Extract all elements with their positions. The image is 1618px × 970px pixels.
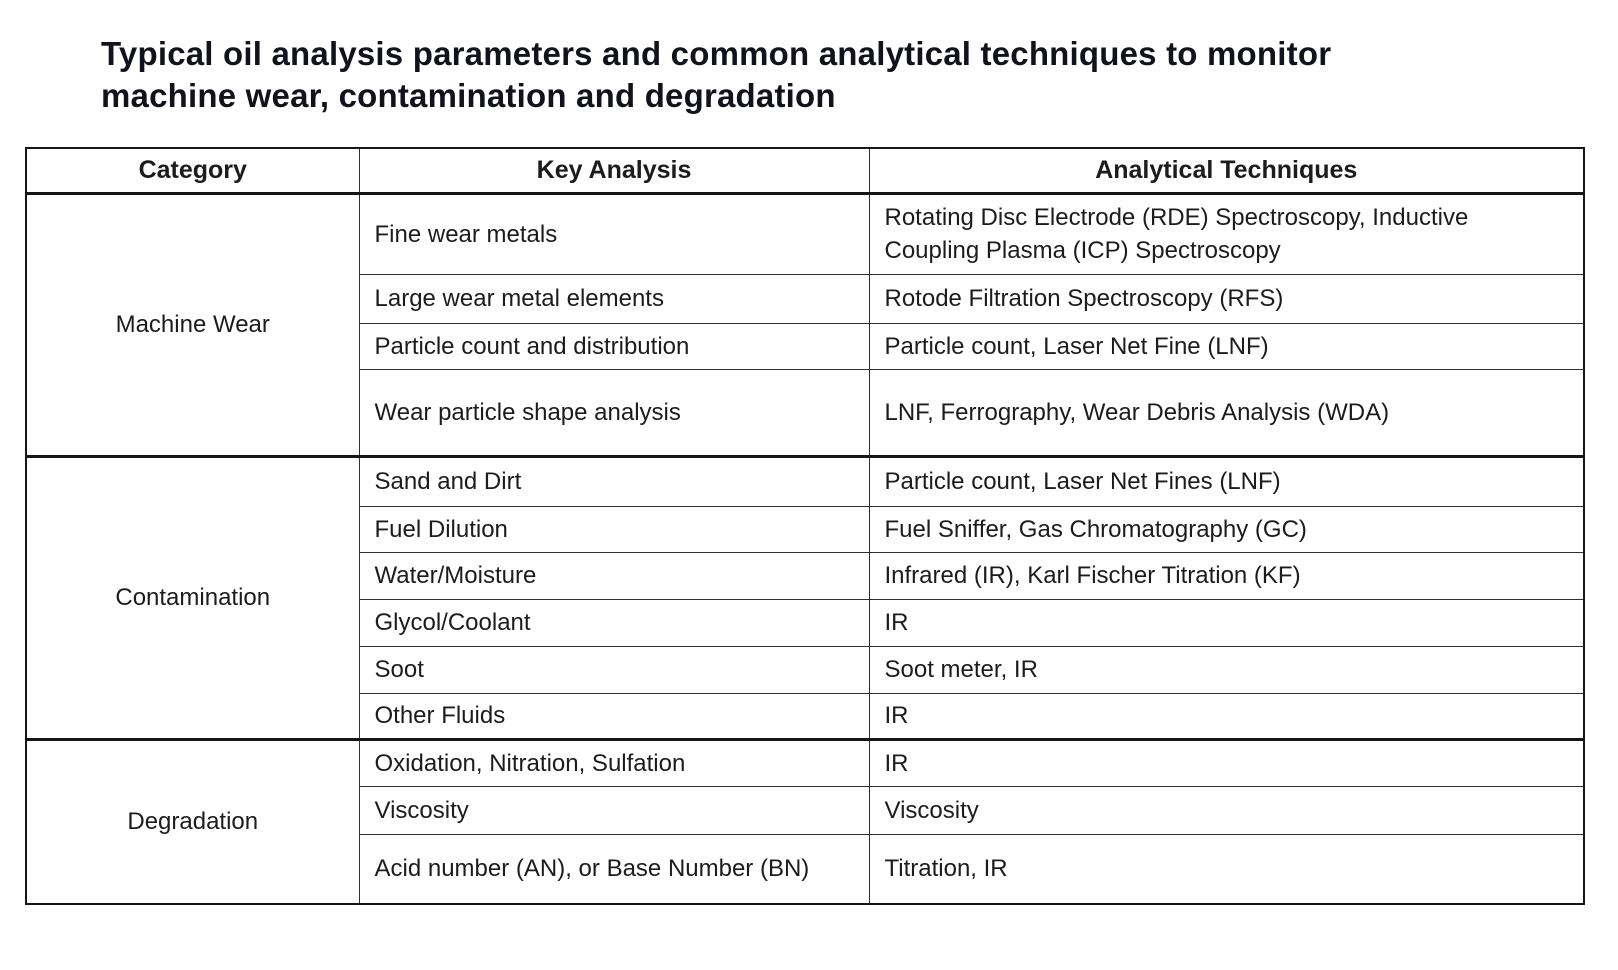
key-analysis-cell: Fuel Dilution [359, 506, 869, 552]
techniques-cell: Rotode Filtration Spectroscopy (RFS) [869, 274, 1584, 323]
page-title [101, 33, 1618, 117]
techniques-cell: Rotating Disc Electrode (RDE) Spectroscopy, Inductive Coupling Plasma (ICP) Spectroscopy [869, 193, 1584, 274]
techniques-cell: Soot meter, IR [869, 646, 1584, 693]
techniques-cell: Titration, IR [869, 834, 1584, 904]
key-analysis-cell: Other Fluids [359, 693, 869, 739]
techniques-cell: Particle count, Laser Net Fines (LNF) [869, 456, 1584, 506]
key-analysis-cell: Oxidation, Nitration, Sulfation [359, 739, 869, 786]
category-cell-contamination: Contamination [26, 456, 359, 739]
key-analysis-cell: Sand and Dirt [359, 456, 869, 506]
key-analysis-cell: Wear particle shape analysis [359, 369, 869, 456]
key-analysis-cell: Acid number (AN), or Base Number (BN) [359, 834, 869, 904]
key-analysis-cell: Water/Moisture [359, 552, 869, 599]
oil-analysis-table [25, 147, 1585, 905]
table-row [26, 193, 1584, 274]
key-analysis-cell: Fine wear metals [359, 193, 869, 274]
techniques-cell: Viscosity [869, 786, 1584, 834]
key-analysis-cell: Soot [359, 646, 869, 693]
key-analysis-cell: Particle count and distribution [359, 323, 869, 369]
techniques-cell: Fuel Sniffer, Gas Chromatography (GC) [869, 506, 1584, 552]
techniques-cell: IR [869, 739, 1584, 786]
page-title-line-2: machine wear, contamination and degradation [101, 77, 836, 114]
techniques-cell: Particle count, Laser Net Fine (LNF) [869, 323, 1584, 369]
page-title-line-1: Typical oil analysis parameters and common analytical techniques to monitor [101, 35, 1332, 72]
key-analysis-cell: Viscosity [359, 786, 869, 834]
column-header-key-analysis: Key Analysis [359, 148, 869, 193]
key-analysis-cell: Large wear metal elements [359, 274, 869, 323]
category-cell-machine-wear: Machine Wear [26, 193, 359, 456]
techniques-cell: LNF, Ferrography, Wear Debris Analysis (WDA) [869, 369, 1584, 456]
table-row [26, 456, 1584, 506]
table-header-row [26, 148, 1584, 193]
column-header-category: Category [26, 148, 359, 193]
column-header-analytical-techniques: Analytical Techniques [869, 148, 1584, 193]
techniques-cell: IR [869, 693, 1584, 739]
category-cell-degradation: Degradation [26, 739, 359, 904]
techniques-cell: IR [869, 599, 1584, 646]
table-row [26, 739, 1584, 786]
key-analysis-cell: Glycol/Coolant [359, 599, 869, 646]
techniques-cell: Infrared (IR), Karl Fischer Titration (KF) [869, 552, 1584, 599]
